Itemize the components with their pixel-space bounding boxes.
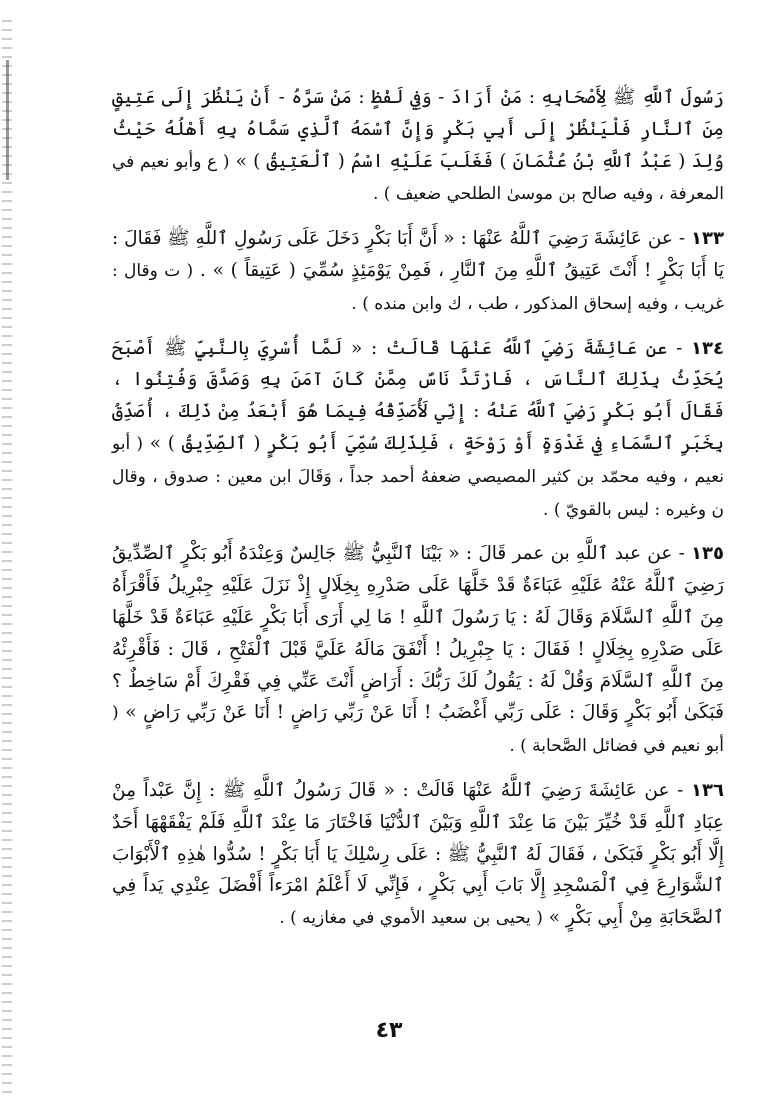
hadith-number: ١٣٦ <box>691 779 724 801</box>
hadith-133 <box>112 223 724 320</box>
hadith-text: - عن عَائِشَةَ رَضِيَ ٱللَّهُ عَنْهَا : « أَنَّ أَبَا بَكْرٍ دَخَلَ عَلَى رَسُولِ ٱللَّهِ ﷺ فَقَالَ : يَا أَبَا بَكْرٍ ! أَنْتَ عَتِيقُ ٱللَّهِ مِنَ ٱلنَّارِ ، فَمِنْ يَوْمَئِذٍ سُمِّيَ ( عَتِيقاً ) » . <box>112 228 724 281</box>
hadith-136 <box>112 775 724 935</box>
hadith-134 <box>112 333 724 527</box>
hadith-text: - عن عَائِشَةَ رَضِيَ ٱللَّهُ عَنْهَا قَالَتْ : « لَمَّا أُسْرِيَ بِالنَّبِيِّ ﷺ أَصْبَحَ يُحَدِّثُ بِذَلِكَ ٱلنَّاسَ ، فَارْتَدَّ نَاسٌ مِمَّنْ كَانَ آمَنَ بِهِ وَصَدَّقَ وَفُتِنُوا ، فَقَالَ أَبُو بَكْرٍ رَضِيَ ٱللَّهُ عَنْهُ : إِنِّي لَأُصَدِّقُهُ فِيمَا هُوَ أَبْعَدُ مِنْ ذَلِكَ ، أُصَدِّقُ بِخَبَرِ ٱلسَّمَاءِ فِي غَدْوَةٍ أَوْ رَوْحَةٍ ، فَلِذَلِكَ سُمِّيَ أَبُو بَكْرٍ ( ٱلصِّدِّيقُ ) » <box>112 337 725 454</box>
page-number: ٤٣ <box>375 1018 403 1043</box>
hadith-number: ١٣٥ <box>691 543 724 565</box>
paragraph-continuation <box>112 82 724 211</box>
scan-edge-artifact <box>2 20 12 1100</box>
hadith-citation: ( ع وأبو نعيم في المعرفة ، وفيه صالح بن موسىٰ الطلحي ضعيف ) . <box>112 151 724 205</box>
hadith-text: - عن عَائِشَةَ رَضِيَ ٱللَّهُ عَنْهَا قَالَتْ : « قَالَ رَسُولُ ٱللَّهِ ﷺ : إِنَّ عَبْداً مِنْ عِبَادِ ٱللَّهِ قَدْ خُيِّرَ بَيْنَ مَا عِنْدَ ٱللَّهِ وَبَيْنَ ٱلدُّنْيَا فَاخْتَارَ مَا عِنْدَ ٱللَّهِ فَلَمْ يَفْقَهْهَا أَحَدٌ إِلَّا أَبُو بَكْرٍ فَبَكَىٰ ، فَقَالَ لَهُ ٱلنَّبِيُّ ﷺ : عَلَى رِسْلِكَ يَا أَبَا بَكْرٍ ! سُدُّوا هٰذِهِ ٱلْأَبْوَابَ ٱلشَّوَارِعَ فِي ٱلْمَسْجِدِ إِلَّا بَابَ أَبِي بَكْرٍ ، فَإِنِّي لَا أَعْلَمُ امْرَءاً أَفْضَلَ عِنْدِي يَداً فِي ٱلصَّحَابَةِ مِنْ أَبِي بَكْرٍ » <box>112 779 724 929</box>
hadith-citation: ( أبو نعيم في فضائل الصَّحابة ) . <box>112 703 724 757</box>
hadith-citation: ( يحيى بن سعيد الأموي في مغازيه ) . <box>279 908 543 929</box>
hadith-text: رَسُولَ ٱللَّهِ ﷺ لِأَصْحَابِهِ : مَنْ أَرَادَ - وَفِي لَفْظٍ : مَنْ سَرَّهُ - أَنْ يَنْظُرَ إِلَى عَتِيقٍ مِنَ ٱلنَّارِ فَلْيَنْظُرْ إِلَى أَبِي بَكْرٍ وَإِنَّ ٱسْمَهُ ٱلَّذِي سَمَّاهُ بِهِ أَهْلُهُ حَيْثُ وُلِدَ ( عَبْدُ ٱللَّهِ بْنُ عُثْمَانَ ) فَغَلَبَ عَلَيْهِ اسْمُ ( ٱلْعَتِيقُ ) » <box>112 87 724 172</box>
hadith-number: ١٣٤ <box>691 337 724 359</box>
hadith-number: ١٣٣ <box>691 228 724 250</box>
hadith-citation: ( أبو نعيم ، وفيه محمّد بن كثير المصيصي ضعفهُ أحمد جداً ، وَقَالَ ابن معين : صدوق ، وقال ن وغيره : ليس بالقويّ ) . <box>112 433 724 520</box>
hadith-citation: ( ت وقال : غريب ، وفيه إسحاق المذكور ، طب ، ك وابن منده ) . <box>112 260 724 314</box>
hadith-135 <box>112 538 724 763</box>
page-body <box>112 82 724 982</box>
hadith-text: - عن عبد ٱللَّهِ بن عمر قَالَ : « بَيْنَا ٱلنَّبِيُّ ﷺ جَالِسٌ وَعِنْدَهُ أَبُو بَكْرٍ ٱلصِّدِّيقُ رَضِيَ ٱللَّهُ عَنْهُ عَلَيْهِ عَبَاءَةٌ قَدْ خَلَّهَا عَلَى صَدْرِهِ بِخِلَالٍ إِذْ نَزَلَ عَلَيْهِ جِبْرِيلُ فَأَقْرَأَهُ مِنَ ٱللَّهِ ٱلسَّلَامَ وَقَالَ لَهُ : يَا رَسُولَ ٱللَّهِ ! مَا لِي أَرَى أَبَا بَكْرٍ عَلَيْهِ عَبَاءَةٌ قَدْ خَلَّهَا عَلَى صَدْرِهِ بِخِلَالٍ ! فَقَالَ : يَا جِبْرِيلُ ! أَنْفَقَ مَالَهُ عَلَيَّ قَبْلَ ٱلْفَتْحِ ، قَالَ : فَأَقْرِئْهُ مِنَ ٱللَّهِ ٱلسَّلَامَ وَقُلْ لَهُ : يَقُولُ لَكَ رَبُّكَ : أَرَاضٍ أَنْتَ عَنِّي فِي فَقْرِكَ أَمْ سَاخِطٌ ؟ فَبَكَىٰ أَبُو بَكْرٍ وَقَالَ : عَلَى رَبِّي أَغْضَبُ ! أَنَا عَنْ رَبِّي رَاضٍ ! أَنَا عَنْ رَبِّي رَاضٍ » <box>112 543 724 724</box>
scan-edge-mark <box>6 60 9 180</box>
